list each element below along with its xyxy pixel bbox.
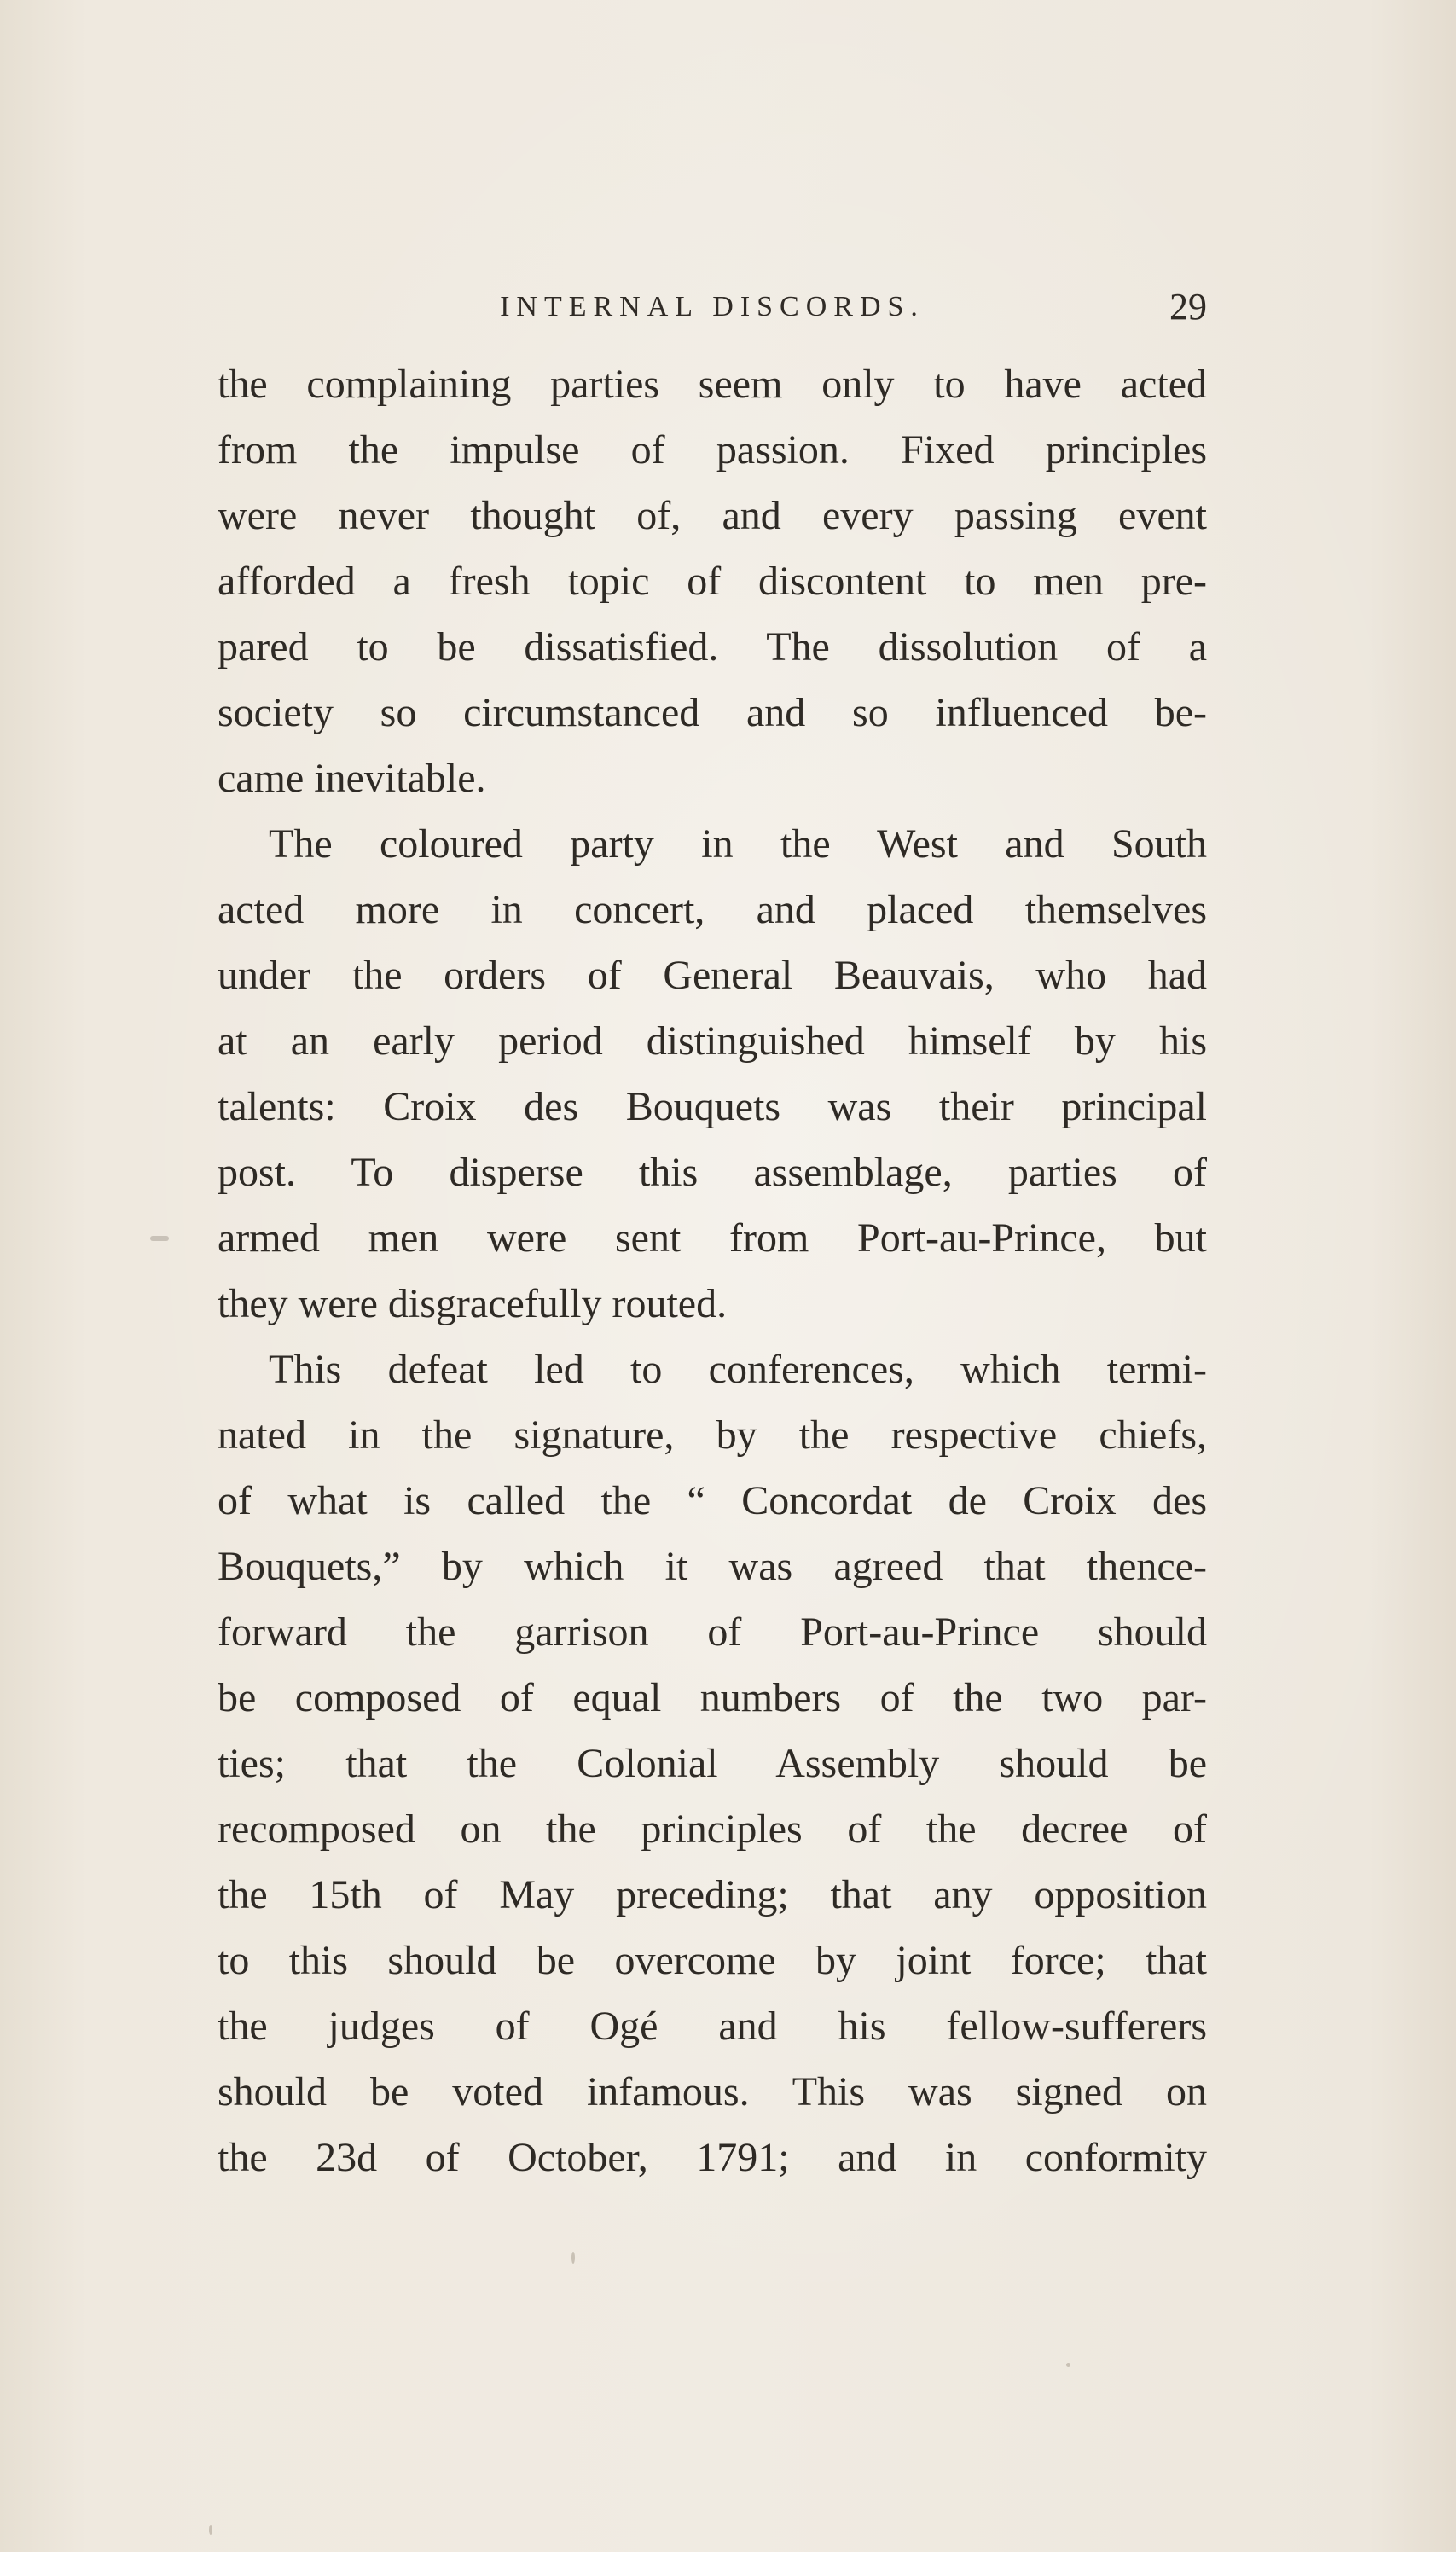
text-line: afforded a fresh topic of discontent to men pre- xyxy=(218,559,1207,604)
text-line: post. To disperse this assemblage, parties of xyxy=(218,1150,1207,1195)
text-line: the judges of Ogé and his fellow-sufferers xyxy=(218,2004,1207,2049)
paper-speck xyxy=(1066,2363,1070,2367)
text-line: were never thought of, and every passing event xyxy=(218,493,1207,538)
text-line: Bouquets,” by which it was agreed that thence- xyxy=(218,1544,1207,1589)
text-line: the complaining parties seem only to have acted xyxy=(218,362,1207,407)
text-line: This defeat led to conferences, which termi- xyxy=(269,1347,1207,1392)
text-line: should be voted infamous. This was signed on xyxy=(218,2069,1207,2114)
text-line: The coloured party in the West and South xyxy=(269,821,1207,867)
text-line: at an early period distinguished himself by his xyxy=(218,1018,1207,1064)
text-line: society so circumstanced and so influenced be- xyxy=(218,690,1207,735)
text-line: to this should be overcome by joint force; that xyxy=(218,1938,1207,1983)
text-line: ties; that the Colonial Assembly should be xyxy=(218,1741,1207,1786)
text-line: from the impulse of passion. Fixed principles xyxy=(218,427,1207,473)
text-line: under the orders of General Beauvais, who had xyxy=(218,953,1207,998)
text-line: they were disgracefully routed. xyxy=(218,1281,728,1326)
text-line: the 23d of October, 1791; and in conformity xyxy=(218,2135,1207,2180)
text-line: pared to be dissatisfied. The dissolution of a xyxy=(218,624,1207,670)
paper-smudge xyxy=(150,1236,169,1241)
text-line: came inevitable. xyxy=(218,756,486,801)
text-line: armed men were sent from Port-au-Prince, but xyxy=(218,1215,1207,1261)
body-text xyxy=(218,351,1207,2190)
running-title: INTERNAL DISCORDS. xyxy=(500,291,925,322)
text-line: talents: Croix des Bouquets was their principal xyxy=(218,1084,1207,1129)
text-line: nated in the signature, by the respective chiefs, xyxy=(218,1412,1207,1458)
paper-speck xyxy=(209,2525,212,2535)
text-line: recomposed on the principles of the decree of xyxy=(218,1807,1207,1852)
text-line: of what is called the “ Concordat de Croix des xyxy=(218,1478,1207,1523)
paper-speck xyxy=(571,2252,575,2264)
running-head xyxy=(218,281,1207,333)
page-number: 29 xyxy=(1169,286,1207,328)
text-line: acted more in concert, and placed themselves xyxy=(218,887,1207,932)
text-line: be composed of equal numbers of the two par- xyxy=(218,1675,1207,1720)
text-line: forward the garrison of Port-au-Prince should xyxy=(218,1610,1207,1655)
text-line: the 15th of May preceding; that any opposition xyxy=(218,1872,1207,1917)
